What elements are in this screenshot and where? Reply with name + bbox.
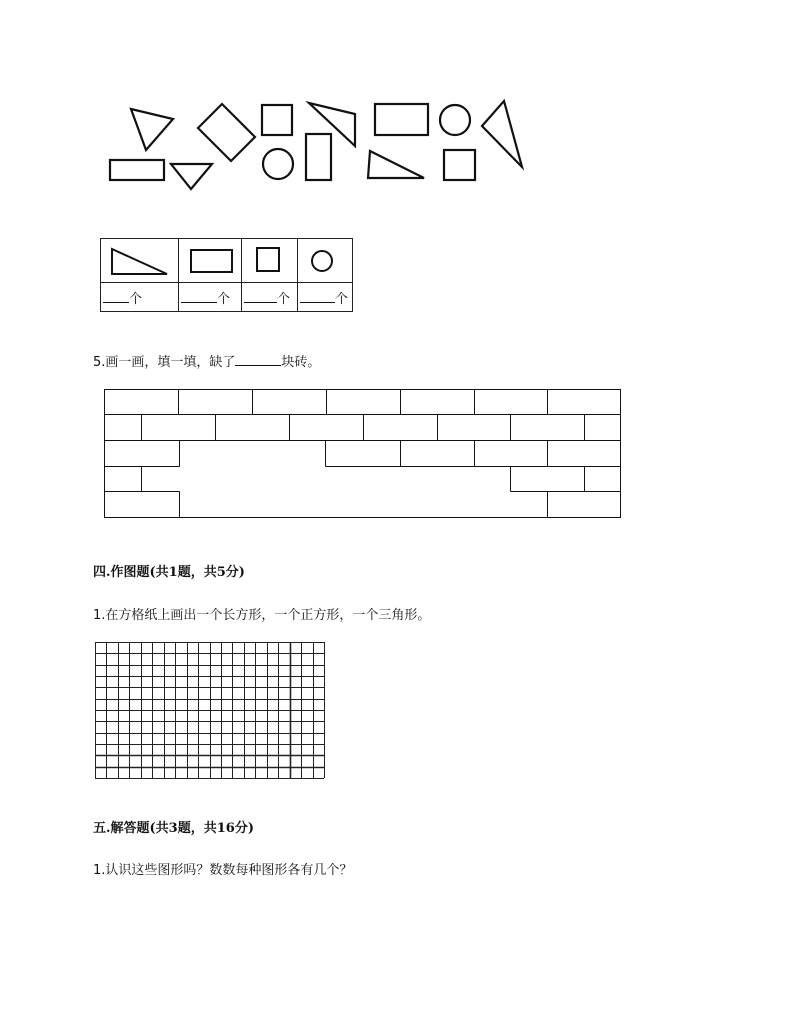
question-5-suffix: 块砖。 xyxy=(281,355,321,370)
section-5-heading: 五.解答题(共3题，共16分) xyxy=(93,821,254,836)
count-unit: 个 xyxy=(217,292,231,307)
count-unit: 个 xyxy=(335,292,349,307)
count-unit: 个 xyxy=(277,292,291,307)
question-5-prefix: 5.画一画，填一填，缺了 xyxy=(93,355,236,370)
section-4-heading: 四.作图题(共1题，共5分) xyxy=(93,565,245,580)
section-4-question-1: 1.在方格纸上画出一个长方形，一个正方形，一个三角形。 xyxy=(93,608,431,623)
section-5-question-1: 1.认识这些图形吗？数数每种图形各有几个？ xyxy=(93,863,353,878)
count-unit: 个 xyxy=(129,292,143,307)
